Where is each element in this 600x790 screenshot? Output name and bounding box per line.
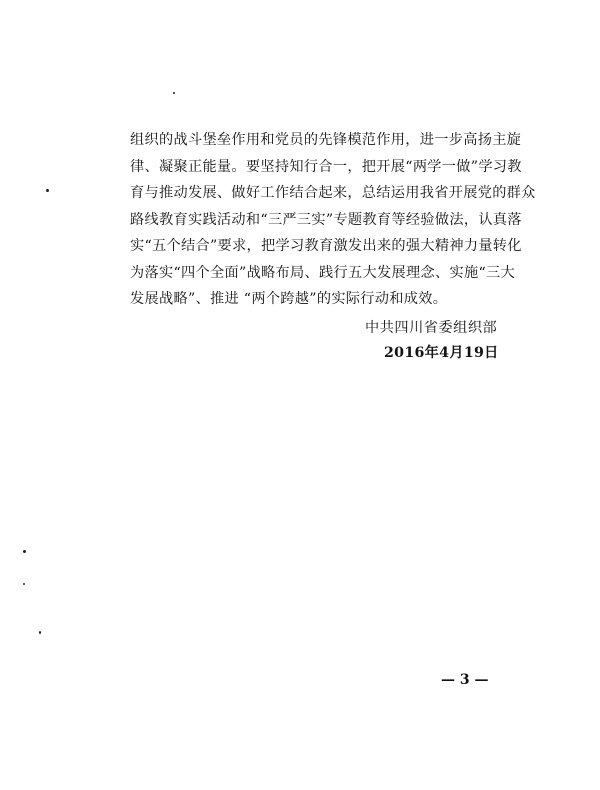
body-line: 发展战略”、推进 “两个跨越”的实际行动和成效。	[130, 291, 448, 307]
body-line: 路线教育实践活动和“三严三实”专题教育等经验做法，认真落	[130, 211, 522, 228]
scan-speck	[173, 92, 175, 94]
page-number: — 3 —	[441, 672, 489, 688]
body-line: 律、凝聚正能量。要坚持知行合一，把开展“两学一做”学习教	[130, 158, 522, 175]
scan-speck	[23, 550, 26, 553]
body-paragraph	[130, 127, 536, 313]
issue-date: 2016年4月19日	[384, 345, 499, 361]
body-line: 育与推动发展、做好工作结合起来，总结运用我省开展党的群众	[130, 185, 536, 201]
body-line: 实“五个结合”要求，把学习教育激发出来的强大精神力量转化	[130, 238, 522, 254]
issuer-signature: 中共四川省委组织部	[365, 320, 498, 336]
body-line: 组织的战斗堡垒作用和党员的先锋模范作用，进一步高扬主旋	[130, 132, 522, 148]
scan-speck	[39, 631, 41, 634]
scan-speck	[46, 189, 49, 192]
body-line: 为落实“四个全面”战略布局、践行五大发展理念、实施“三大	[130, 264, 515, 281]
scan-speck	[23, 583, 25, 585]
